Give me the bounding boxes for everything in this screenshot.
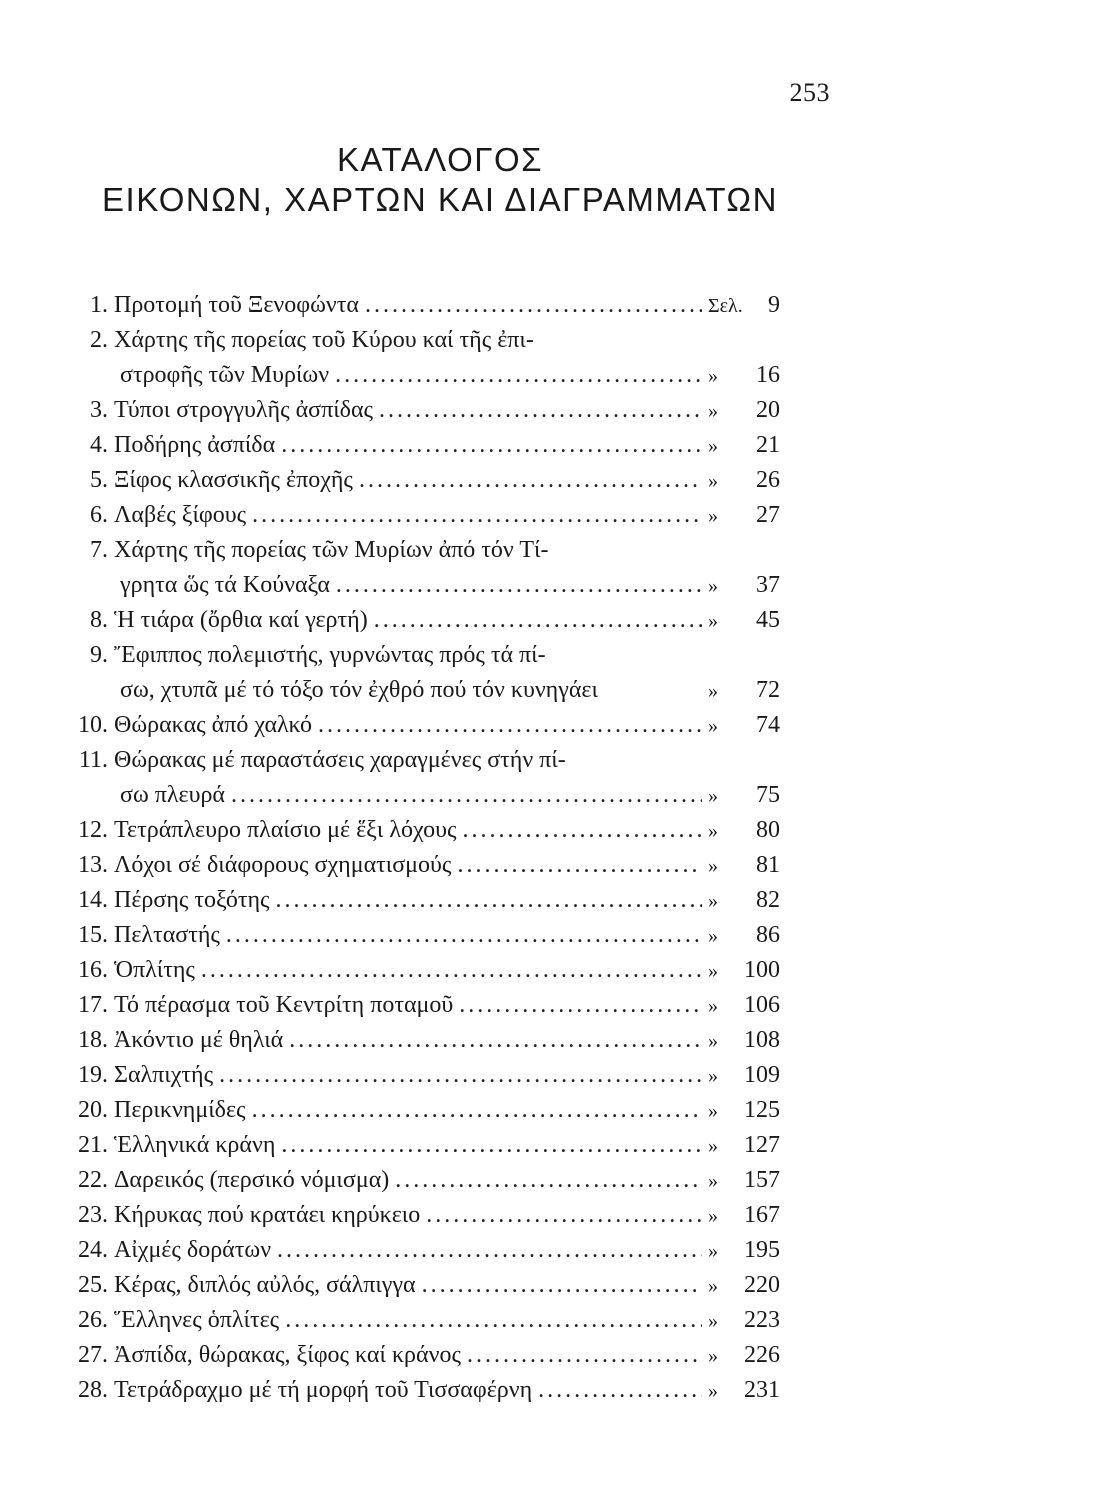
page-marker: Σελ. xyxy=(708,295,743,317)
dot-leader xyxy=(457,848,702,883)
entry-title: σω, χτυπᾶ μέ τό τόξο τόν ἐχθρό πού τόν κυνηγάει xyxy=(120,677,598,703)
entry-line xyxy=(60,883,780,918)
list-item xyxy=(60,813,780,848)
entry-page: 81 xyxy=(756,852,780,878)
page-marker: » xyxy=(708,1205,718,1227)
list-of-illustrations xyxy=(60,288,780,1408)
page-marker: » xyxy=(708,1100,718,1122)
entry-page: 82 xyxy=(756,887,780,913)
entry-title: Λαβές ξίφους xyxy=(114,502,247,528)
page-marker: » xyxy=(708,1380,718,1402)
page-marker: » xyxy=(708,470,718,492)
entry-title: Ἔφιππος πολεμιστής, γυρνώντας πρός τά πί- xyxy=(114,642,546,668)
entry-number: 9. xyxy=(90,642,108,668)
entry-line xyxy=(60,1163,780,1198)
entry-page: 231 xyxy=(744,1377,780,1403)
entry-number: 17. xyxy=(78,992,108,1018)
dot-leader xyxy=(201,953,702,988)
entry-number: 23. xyxy=(78,1202,108,1228)
dot-leader xyxy=(252,1093,702,1128)
entry-line xyxy=(60,428,780,463)
entry-line xyxy=(60,603,780,638)
entry-title: Τετράδραχμο μέ τή μορφή τοῦ Τισσαφέρνη xyxy=(114,1377,533,1403)
list-item xyxy=(60,1128,780,1163)
list-item xyxy=(60,288,780,323)
entry-number: 12. xyxy=(78,817,108,843)
list-item xyxy=(60,533,780,603)
entry-title: Κήρυκας πού κρατάει κηρύκειο xyxy=(114,1202,421,1228)
dot-leader xyxy=(359,463,702,498)
list-item xyxy=(60,953,780,988)
entry-page: 157 xyxy=(744,1167,780,1193)
entry-number: 1. xyxy=(90,292,108,318)
entry-number: 10. xyxy=(78,712,108,738)
list-item xyxy=(60,848,780,883)
page-marker: » xyxy=(708,1065,718,1087)
list-item xyxy=(60,1233,780,1268)
entry-title: Θώρακας ἀπό χαλκό xyxy=(114,712,313,738)
entry-title: Τύποι στρογγυλῆς ἀσπίδας xyxy=(114,397,374,423)
entry-line xyxy=(60,1338,780,1373)
entry-page: 220 xyxy=(744,1272,780,1298)
entry-line xyxy=(60,743,780,778)
entry-page: 20 xyxy=(756,397,780,423)
page-marker: » xyxy=(708,820,718,842)
entry-number: 13. xyxy=(78,852,108,878)
entry-line xyxy=(60,1303,780,1338)
entry-line xyxy=(60,1198,780,1233)
entry-title: Ἡ τιάρα (ὄρθια καί γερτή) xyxy=(114,607,368,633)
entry-number: 22. xyxy=(78,1167,108,1193)
entry-number: 27. xyxy=(78,1342,108,1368)
entry-title: Ὁπλίτης xyxy=(114,957,195,983)
list-item xyxy=(60,638,780,708)
list-item xyxy=(60,323,780,393)
page-marker: » xyxy=(708,1310,718,1332)
list-item xyxy=(60,603,780,638)
page-marker: » xyxy=(708,365,718,387)
entry-page: 109 xyxy=(744,1062,780,1088)
entry-title: Περικνημίδες xyxy=(114,1097,246,1123)
list-item xyxy=(60,1338,780,1373)
page-marker: » xyxy=(708,785,718,807)
entry-number: 11. xyxy=(78,747,108,773)
entry-title: Ἕλληνες ὁπλίτες xyxy=(114,1307,280,1333)
dot-leader xyxy=(276,883,702,918)
entry-number: 20. xyxy=(78,1097,108,1123)
dot-leader xyxy=(281,428,702,463)
list-item xyxy=(60,1093,780,1128)
page-marker: » xyxy=(708,890,718,912)
entry-number: 4. xyxy=(90,432,108,458)
entry-number: 18. xyxy=(78,1027,108,1053)
entry-line xyxy=(60,848,780,883)
dot-leader xyxy=(462,813,702,848)
page-marker: » xyxy=(708,1135,718,1157)
list-item xyxy=(60,988,780,1023)
entry-line xyxy=(60,638,780,673)
entry-number: 26. xyxy=(78,1307,108,1333)
entry-number: 14. xyxy=(78,887,108,913)
entry-title: Τετράπλευρο πλαίσιο μέ ἕξι λόχους xyxy=(114,817,457,843)
entry-page: 80 xyxy=(756,817,780,843)
entry-line xyxy=(60,288,780,323)
dot-leader xyxy=(252,498,702,533)
page-title xyxy=(0,140,880,220)
entry-number: 6. xyxy=(90,502,108,528)
page-marker: » xyxy=(708,960,718,982)
entry-number: 7. xyxy=(90,537,108,563)
page-marker: » xyxy=(708,1030,718,1052)
list-item xyxy=(60,1163,780,1198)
list-item xyxy=(60,393,780,428)
entry-title: Δαρεικός (περσικό νόμισμα) xyxy=(114,1167,390,1193)
page-number: 253 xyxy=(789,78,830,107)
dot-leader xyxy=(365,288,702,323)
entry-page: 21 xyxy=(756,432,780,458)
entry-page: 106 xyxy=(744,992,780,1018)
page-marker: » xyxy=(708,1170,718,1192)
entry-page: 125 xyxy=(744,1097,780,1123)
dot-leader xyxy=(379,393,702,428)
entry-title: Κέρας, διπλός αὐλός, σάλπιγγα xyxy=(114,1272,416,1298)
entry-line xyxy=(60,708,780,743)
entry-line xyxy=(60,778,780,813)
dot-leader xyxy=(231,778,702,813)
page-marker: » xyxy=(708,1345,718,1367)
entry-line xyxy=(60,953,780,988)
page-marker: » xyxy=(708,1240,718,1262)
dot-leader xyxy=(459,988,702,1023)
page-marker: » xyxy=(708,435,718,457)
entry-number: 8. xyxy=(90,607,108,633)
entry-line xyxy=(60,918,780,953)
list-item xyxy=(60,1303,780,1338)
list-item xyxy=(60,883,780,918)
entry-page: 16 xyxy=(756,362,780,388)
entry-line xyxy=(60,463,780,498)
list-item xyxy=(60,498,780,533)
page-marker: » xyxy=(708,925,718,947)
dot-leader xyxy=(318,708,702,743)
entry-page: 226 xyxy=(744,1342,780,1368)
page-marker: » xyxy=(708,715,718,737)
dot-leader xyxy=(277,1233,702,1268)
entry-page: 26 xyxy=(756,467,780,493)
entry-line xyxy=(60,1128,780,1163)
entry-title: Ἀκόντιο μέ θηλιά xyxy=(114,1027,284,1053)
dot-leader xyxy=(219,1058,702,1093)
entry-title: Σαλπιχτής xyxy=(114,1062,214,1088)
entry-title: Ἀσπίδα, θώρακας, ξίφος καί κράνος xyxy=(114,1342,461,1368)
entry-number: 5. xyxy=(90,467,108,493)
dot-leader xyxy=(426,1198,702,1233)
entry-line xyxy=(60,498,780,533)
list-item xyxy=(60,463,780,498)
entry-title: Αἰχμές δοράτων xyxy=(114,1237,272,1263)
dot-leader xyxy=(226,918,702,953)
entry-line xyxy=(60,323,780,358)
entry-page: 9 xyxy=(768,292,780,318)
entry-number: 19. xyxy=(78,1062,108,1088)
dot-leader xyxy=(285,1303,702,1338)
list-item xyxy=(60,743,780,813)
entry-line xyxy=(60,358,780,393)
dot-leader xyxy=(538,1373,702,1408)
entry-title: Χάρτης τῆς πορείας τῶν Μυρίων ἀπό τόν Τί- xyxy=(114,537,549,563)
entry-title: Ἑλληνικά κράνη xyxy=(114,1132,276,1158)
entry-line xyxy=(60,673,780,708)
entry-title: Λόχοι σέ διάφορους σχηματισμούς xyxy=(114,852,452,878)
title-line-2: ΕΙΚΟΝΩΝ, ΧΑΡΤΩΝ ΚΑΙ ΔΙΑΓΡΑΜΜΑΤΩΝ xyxy=(102,181,778,218)
list-item xyxy=(60,1058,780,1093)
entry-title: στροφῆς τῶν Μυρίων xyxy=(120,362,330,388)
list-item xyxy=(60,1023,780,1058)
entry-line xyxy=(60,568,780,603)
entry-line xyxy=(60,1023,780,1058)
page-marker: » xyxy=(708,575,718,597)
entry-number: 28. xyxy=(78,1377,108,1403)
entry-title: Τό πέρασμα τοῦ Κεντρίτη ποταμοῦ xyxy=(114,992,454,1018)
entry-page: 45 xyxy=(756,607,780,633)
dot-leader xyxy=(467,1338,702,1373)
entry-line xyxy=(60,1373,780,1408)
entry-line xyxy=(60,813,780,848)
page-marker: » xyxy=(708,610,718,632)
page-marker: » xyxy=(708,855,718,877)
dot-leader xyxy=(395,1163,702,1198)
entry-number: 2. xyxy=(90,327,108,353)
entry-page: 27 xyxy=(756,502,780,528)
list-item xyxy=(60,1268,780,1303)
entry-title: Θώρακας μέ παραστάσεις χαραγμένες στήν πί- xyxy=(114,747,566,773)
entry-line xyxy=(60,1268,780,1303)
entry-number: 16. xyxy=(78,957,108,983)
entry-line xyxy=(60,988,780,1023)
page-marker: » xyxy=(708,1275,718,1297)
list-item xyxy=(60,428,780,463)
entry-line xyxy=(60,1233,780,1268)
page-marker: » xyxy=(708,400,718,422)
entry-title: γρητα ὥς τά Κούναξα xyxy=(120,572,330,598)
page-marker: » xyxy=(708,505,718,527)
entry-title: σω πλευρά xyxy=(120,782,225,808)
entry-line xyxy=(60,533,780,568)
entry-number: 25. xyxy=(78,1272,108,1298)
entry-number: 15. xyxy=(78,922,108,948)
entry-page: 72 xyxy=(756,677,780,703)
entry-number: 24. xyxy=(78,1237,108,1263)
entry-page: 195 xyxy=(744,1237,780,1263)
dot-leader xyxy=(281,1128,702,1163)
dot-leader xyxy=(374,603,702,638)
entry-line xyxy=(60,1093,780,1128)
entry-page: 86 xyxy=(756,922,780,948)
entry-title: Χάρτης τῆς πορείας τοῦ Κύρου καί τῆς ἐπι- xyxy=(114,327,534,353)
entry-page: 37 xyxy=(756,572,780,598)
list-item xyxy=(60,918,780,953)
dot-leader xyxy=(336,568,702,603)
dot-leader xyxy=(289,1023,702,1058)
list-item xyxy=(60,1198,780,1233)
entry-page: 167 xyxy=(744,1202,780,1228)
entry-title: Προτομή τοῦ Ξενοφώντα xyxy=(114,292,359,318)
entry-line xyxy=(60,1058,780,1093)
entry-page: 127 xyxy=(744,1132,780,1158)
entry-line xyxy=(60,393,780,428)
entry-title: Ξίφος κλασσικῆς ἐποχῆς xyxy=(114,467,353,493)
entry-number: 3. xyxy=(90,397,108,423)
entry-number: 21. xyxy=(78,1132,108,1158)
page-marker: » xyxy=(708,680,718,702)
entry-page: 108 xyxy=(744,1027,780,1053)
entry-page: 74 xyxy=(756,712,780,738)
entry-title: Πέρσης τοξότης xyxy=(114,887,270,913)
list-item xyxy=(60,708,780,743)
list-item xyxy=(60,1373,780,1408)
title-line-1: ΚΑΤΑΛΟΓΟΣ xyxy=(336,141,544,178)
entry-page: 100 xyxy=(744,957,780,983)
entry-page: 75 xyxy=(756,782,780,808)
page-marker: » xyxy=(708,995,718,1017)
dot-leader xyxy=(335,358,702,393)
dot-leader xyxy=(422,1268,702,1303)
entry-title: Ποδήρης ἀσπίδα xyxy=(114,432,276,458)
entry-page: 223 xyxy=(744,1307,780,1333)
entry-title: Πελταστής xyxy=(114,922,220,948)
